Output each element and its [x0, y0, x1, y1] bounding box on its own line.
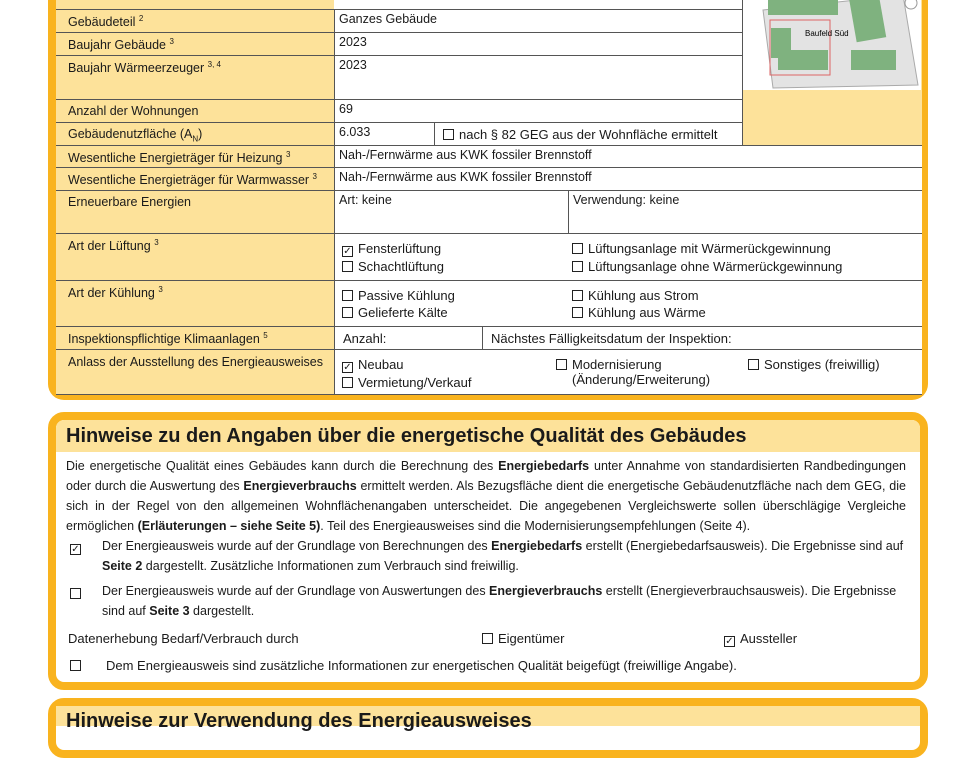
row-label-text: Erneuerbare Energien: [68, 195, 191, 209]
issuer-label: Aussteller: [740, 631, 798, 646]
row-label-sub: N: [192, 134, 199, 144]
row-value: Nah-/Fernwärme aus KWK fossiler Brennstoff: [334, 168, 922, 191]
occasion-label-text: Anlass der Ausstellung des Energieausweises: [68, 355, 324, 369]
text-run: Die energetische Qualität eines Gebäudes kann durch die Berechnung des: [66, 459, 499, 473]
cooling-option[interactable]: [572, 288, 699, 303]
cooling-option-label: Kühlung aus Strom: [588, 288, 699, 303]
occasion-option-label: Neubau: [358, 357, 404, 372]
owner-checkbox[interactable]: [482, 631, 564, 646]
additional-info-checkbox[interactable]: [70, 658, 737, 673]
cooling-option[interactable]: [342, 305, 448, 320]
row-label: [56, 146, 334, 168]
occasion-option-label: Vermietung/Verkauf: [358, 375, 472, 390]
bold-phrase: Energieverbrauchs: [489, 584, 603, 598]
site-plan-label: Baufeld Süd: [805, 29, 849, 38]
row-label-text: Wesentliche Energieträger für Heizung: [68, 151, 283, 166]
cooling-option-label: Passive Kühlung: [358, 288, 455, 303]
notes-paragraph: [66, 456, 906, 536]
occasion-option[interactable]: [342, 357, 404, 373]
notes-title: Hinweise zu den Angaben über die energetische Qualität des Gebäudes: [66, 425, 747, 447]
ventilation-option-label: Lüftungsanlage mit Wärmerückgewinnung: [588, 241, 831, 256]
text-run: unter Annahme von standardisierten Randbedingungen oder durch die Auswertung des: [66, 459, 906, 493]
text-run: dargestellt. Zusätzliche Informationen zum Verbrauch sind freiwillig.: [142, 559, 519, 573]
bold-phrase: Energiebedarfs: [498, 459, 590, 473]
top-row-label: [56, 0, 334, 10]
owner-label: Eigentümer: [498, 631, 565, 646]
row-label-footnote: 3: [169, 37, 174, 46]
ventilation-label: [56, 234, 334, 281]
occasion-option-label: Sonstiges (freiwillig): [764, 357, 880, 372]
checkbox[interactable]: [572, 261, 583, 272]
ventilation-option[interactable]: [572, 259, 842, 274]
cooling-option-label: Gelieferte Kälte: [358, 305, 448, 320]
bold-phrase: Energieverbrauchs: [243, 479, 357, 493]
occasion-option[interactable]: [748, 357, 880, 372]
text-run: . Teil des Energieausweises sind die Modernisierungsempfehlungen (Seite 4).: [320, 519, 751, 533]
text-run: Der Energieausweis wurde auf der Grundlage von Auswertungen des: [102, 584, 490, 598]
text-run: erstellt (Energiebedarfsausweis). Die Ergebnisse sind auf: [582, 539, 904, 553]
aircon-footnote: 5: [263, 331, 268, 340]
aircon-label: [56, 327, 334, 350]
row-label-text: Baujahr Wärmeerzeuger: [68, 61, 205, 76]
text-run: dargestellt.: [189, 604, 255, 618]
checkbox[interactable]: [342, 290, 353, 301]
checkbox[interactable]: [342, 307, 353, 318]
additional-info-label: Dem Energieausweis sind zusätzliche Informationen zur energetischen Qualität beigefügt (freiwillige Angabe).: [106, 658, 737, 673]
checkbox[interactable]: [748, 359, 759, 370]
checkbox[interactable]: ✓: [343, 362, 352, 373]
ventilation-footnote: 3: [154, 238, 159, 247]
checkbox[interactable]: ✓: [343, 246, 352, 257]
cooling-option[interactable]: [572, 305, 706, 320]
checkbox[interactable]: [556, 359, 567, 370]
ventilation-label-text: Art der Lüftung: [68, 239, 151, 254]
checkbox[interactable]: [572, 243, 583, 254]
row-value: Nah-/Fernwärme aus KWK fossiler Brennstoff: [334, 146, 922, 168]
living-area-option[interactable]: [434, 123, 742, 146]
text-run: erstellt (Energieverbrauchsausweis). Die Ergebnisse sind auf: [102, 584, 897, 618]
usage-title: Hinweise zur Verwendung des Energieausweises: [66, 710, 532, 732]
consumption-checkbox[interactable]: [70, 585, 86, 603]
demand-text: [102, 536, 906, 576]
row-label-footnote: 3: [312, 172, 317, 181]
ventilation-option-label: Schachtlüftung: [358, 259, 445, 274]
row-label: [56, 191, 334, 234]
renewable-type: Art: keine: [334, 191, 568, 234]
row-label: [56, 33, 334, 56]
occasion-option[interactable]: [556, 357, 710, 387]
occasion-label: [56, 350, 334, 395]
ventilation-option-label: Fensterlüftung: [358, 241, 442, 256]
renewable-use: Verwendung: keine: [568, 191, 922, 234]
row-label-text: Anzahl der Wohnungen: [68, 104, 199, 118]
aircon-count: Anzahl:: [334, 327, 482, 350]
site-plan-image: [742, 0, 922, 146]
cooling-option[interactable]: [342, 288, 455, 303]
row-label: [56, 123, 334, 146]
checkbox[interactable]: [342, 261, 353, 272]
bold-phrase: Seite 3: [149, 604, 190, 618]
row-value: 2023: [334, 33, 742, 56]
demand-checkbox[interactable]: ✓: [71, 544, 80, 555]
row-label: [56, 168, 334, 191]
row-value: 69: [334, 100, 742, 123]
bold-phrase: Seite 2: [102, 559, 143, 573]
row-label-text: Wesentliche Energieträger für Warmwasser: [68, 173, 310, 188]
aircon-inspection-date: Nächstes Fälligkeitsdatum der Inspektion:: [482, 327, 922, 350]
cooling-footnote: 3: [158, 285, 163, 294]
checkbox[interactable]: [342, 377, 353, 388]
row-label-text: Baujahr Gebäude: [68, 38, 166, 53]
row-label: [56, 56, 334, 100]
cooling-label-text: Art der Kühlung: [68, 286, 155, 301]
row-value: 6.033: [334, 123, 434, 146]
ventilation-option[interactable]: [342, 241, 441, 257]
issuer-checkbox[interactable]: ✓ Aussteller: [725, 631, 798, 647]
cooling-label: [56, 281, 334, 327]
row-value: Ganzes Gebäude: [334, 10, 742, 33]
cooling-option-label: Kühlung aus Wärme: [588, 305, 706, 320]
row-label-footnote: 3: [285, 150, 291, 159]
text-run: Der Energieausweis wurde auf der Grundlage von Berechnungen des: [102, 539, 492, 553]
ventilation-option[interactable]: [342, 259, 444, 274]
occasion-option-label: Modernisierung: [572, 357, 662, 372]
bold-phrase: (Erläuterungen – siehe Seite 5): [137, 519, 321, 533]
row-label: [56, 100, 334, 123]
row-value: 2023: [334, 56, 742, 100]
row-label-footnote: 3, 4: [207, 60, 221, 69]
aircon-label-text: Inspektionspflichtige Klimaanlagen: [68, 332, 260, 347]
checkbox[interactable]: [443, 129, 454, 140]
ventilation-option[interactable]: [572, 241, 831, 256]
row-label: [56, 10, 334, 33]
living-area-option-label: nach § 82 GEG aus der Wohnfläche ermittelt: [459, 127, 718, 142]
row-label-text: Gebäudenutzfläche (A: [68, 127, 193, 141]
data-collection-label: Datenerhebung Bedarf/Verbrauch durch: [68, 631, 299, 646]
occasion-option-label2: (Änderung/Erweiterung): [572, 372, 711, 387]
bold-phrase: Energiebedarfs: [491, 539, 583, 553]
row-label-footnote: 2: [138, 14, 144, 23]
checkbox[interactable]: [572, 307, 583, 318]
ventilation-option-label: Lüftungsanlage ohne Wärmerückgewinnung: [588, 259, 843, 274]
row-label-end: ): [198, 127, 203, 141]
consumption-text: [102, 581, 902, 621]
row-label-text: Gebäudeteil: [68, 15, 136, 30]
checkbox[interactable]: [572, 290, 583, 301]
occasion-option[interactable]: [342, 375, 471, 390]
text-run: ermittelt werden. Als Bezugsfläche dient die energetische Gebäudenutzfläche nach dem GEG, die sich in der Regel von den allgemeinen Wohnflächenangaben unterscheidet. Die angegebenen Vergleichswerte sollen überschlägige Vergleiche ermöglichen: [66, 479, 906, 533]
